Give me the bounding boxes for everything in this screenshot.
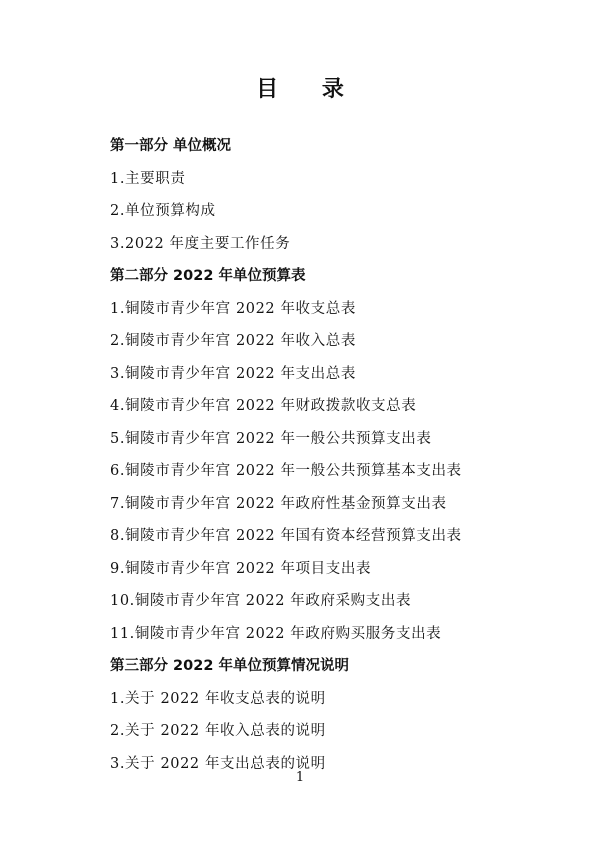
page-title: 目 录 [256,77,362,102]
toc-item: 3.铜陵市青少年宫 2022 年支出总表 [110,365,356,382]
toc-item: 2.关于 2022 年收入总表的说明 [110,723,326,739]
toc-item: 7.铜陵市青少年宫 2022 年政府性基金预算支出表 [110,495,447,512]
table-of-contents [110,130,550,780]
toc-item: 9.铜陵市青少年宫 2022 年项目支出表 [110,560,372,577]
toc-section-heading: 第三部分 2022 年单位预算情况说明 [110,658,349,674]
toc-section-heading: 第一部分 单位概况 [110,138,232,154]
toc-item: 10.铜陵市青少年宫 2022 年政府采购支出表 [110,593,412,609]
toc-item: 8.铜陵市青少年宫 2022 年国有资本经营预算支出表 [110,528,462,544]
toc-item: 3.2022 年度主要工作任务 [110,235,291,252]
toc-item: 3.关于 2022 年支出总表的说明 [110,755,326,772]
toc-item: 4.铜陵市青少年宫 2022 年财政拨款收支总表 [110,398,417,414]
toc-item: 11.铜陵市青少年宫 2022 年政府购买服务支出表 [110,625,442,642]
page-number: 1 [295,770,305,785]
toc-item: 2.单位预算构成 [110,203,216,219]
toc-item: 1.关于 2022 年收支总表的说明 [110,690,326,707]
toc-item: 6.铜陵市青少年宫 2022 年一般公共预算基本支出表 [110,463,462,479]
toc-item: 1.主要职责 [110,170,186,187]
toc-item: 5.铜陵市青少年宫 2022 年一般公共预算支出表 [110,430,432,447]
toc-item: 2.铜陵市青少年宫 2022 年收入总表 [110,333,356,349]
toc-item: 1.铜陵市青少年宫 2022 年收支总表 [110,300,356,317]
toc-section-heading: 第二部分 2022 年单位预算表 [110,268,306,284]
